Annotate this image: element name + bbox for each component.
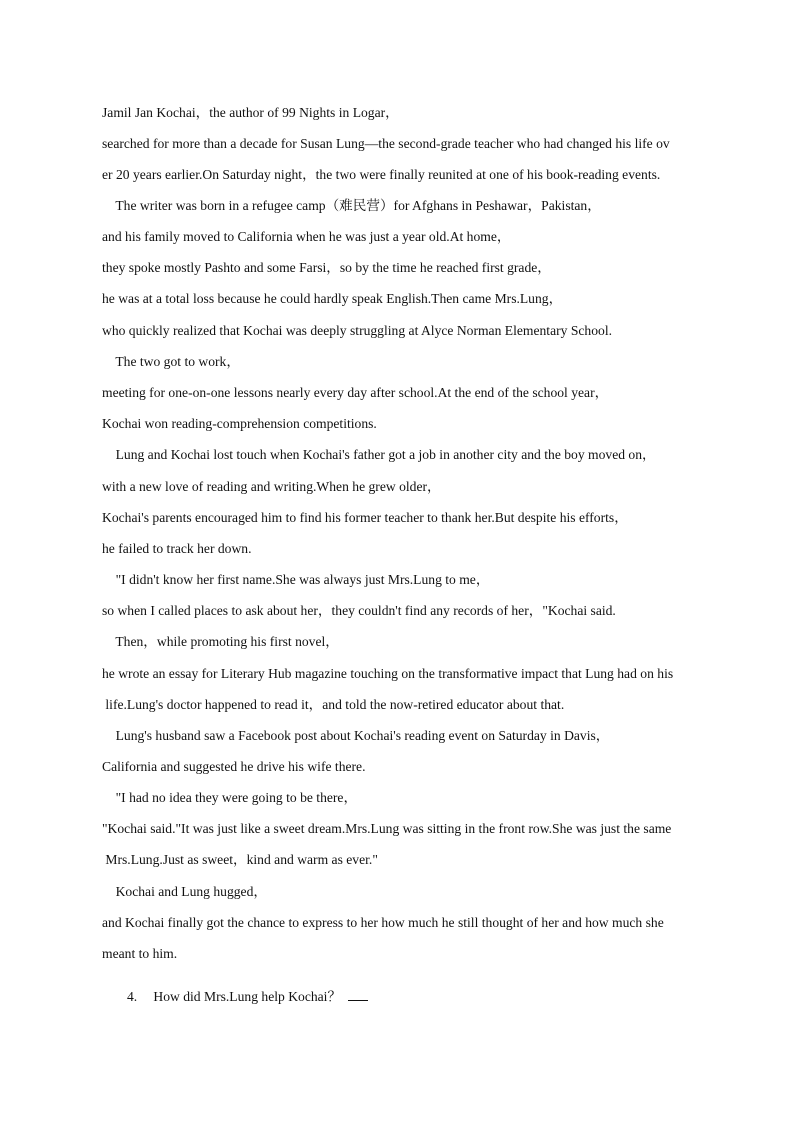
answer-blank[interactable] xyxy=(348,988,368,1001)
passage-line: The writer was born in a refugee camp（难民营）for Afghans in Peshawar，Pakistan， xyxy=(102,198,601,213)
passage-line: so when I called places to ask about her，they couldn't find any records of her，"Kochai said. xyxy=(102,603,616,618)
passage-line: life.Lung's doctor happened to read it，and told the now-retired educator about that. xyxy=(102,697,565,712)
passage-line: meant to him. xyxy=(102,946,178,961)
passage-line: they spoke mostly Pashto and some Farsi，so by the time he reached first grade， xyxy=(102,260,551,275)
question-number: 4. xyxy=(127,989,138,1004)
passage-line: he wrote an essay for Literary Hub magazine touching on the transformative impact that Lung had on his xyxy=(102,666,674,681)
passage-line: "I didn't know her first name.She was always just Mrs.Lung to me， xyxy=(102,572,490,587)
passage-line: Then，while promoting his first novel， xyxy=(102,634,339,649)
question-text: How did Mrs.Lung help Kochai？ xyxy=(153,989,342,1004)
passage-line: and his family moved to California when he was just a year old.At home， xyxy=(102,229,511,244)
passage-line: he was at a total loss because he could hardly speak English.Then came Mrs.Lung， xyxy=(102,291,563,306)
passage-line: who quickly realized that Kochai was deeply struggling at Alyce Norman Elementary School. xyxy=(102,323,612,338)
passage-line: Mrs.Lung.Just as sweet，kind and warm as ever." xyxy=(102,852,378,867)
passage-line: meeting for one-on-one lessons nearly every day after school.At the end of the school year， xyxy=(102,385,609,400)
passage-line: searched for more than a decade for Susan Lung—the second-grade teacher who had changed his life ov xyxy=(102,136,670,151)
passage-line: California and suggested he drive his wife there. xyxy=(102,759,366,774)
passage-line: Lung's husband saw a Facebook post about Kochai's reading event on Saturday in Davis， xyxy=(102,728,610,743)
passage-line: he failed to track her down. xyxy=(102,541,252,556)
passage-line: "Kochai said."It was just like a sweet dream.Mrs.Lung was sitting in the front row.She was just the same xyxy=(102,821,672,836)
passage-line: and Kochai finally got the chance to express to her how much he still thought of her and how much she xyxy=(102,915,664,930)
passage-line: Jamil Jan Kochai，the author of 99 Nights in Logar， xyxy=(102,105,399,120)
passage-line: er 20 years earlier.On Saturday night，the two were finally reunited at one of his book-reading events. xyxy=(102,167,661,182)
passage-line: Lung and Kochai lost touch when Kochai's father got a job in another city and the boy moved on， xyxy=(102,447,656,462)
question-4 xyxy=(127,988,368,1006)
passage-line: "I had no idea they were going to be there， xyxy=(102,790,358,805)
passage-line: Kochai's parents encouraged him to find his former teacher to thank her.But despite his efforts， xyxy=(102,510,628,525)
passage-line: Kochai won reading-comprehension competitions. xyxy=(102,416,377,431)
passage-line: Kochai and Lung hugged， xyxy=(102,884,267,899)
passage-line: The two got to work， xyxy=(102,354,240,369)
passage-line: with a new love of reading and writing.When he grew older， xyxy=(102,479,441,494)
